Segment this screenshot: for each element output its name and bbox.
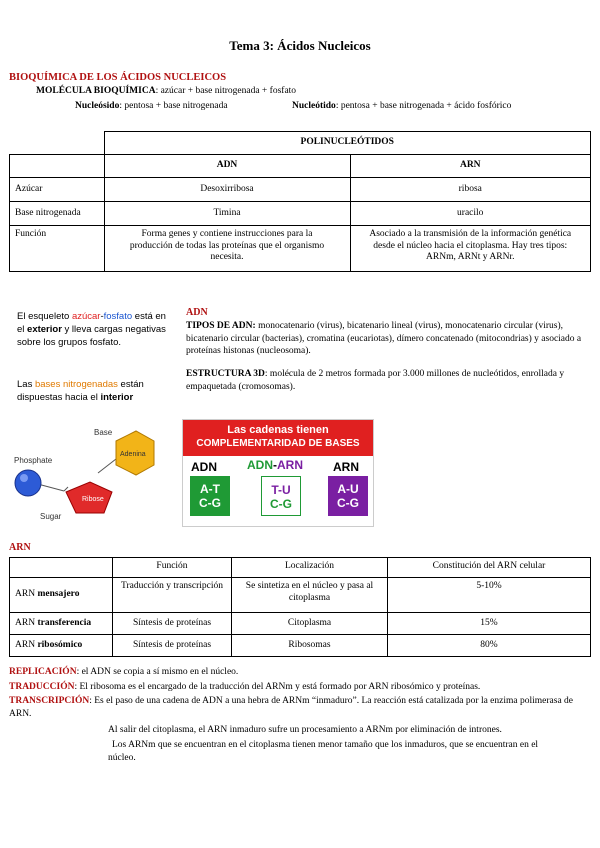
traduccion: TRADUCCIÓN: El ribosoma es el encargado de la traducción del ARNm y está formado por ARN ribosómico y proteínas. (9, 682, 481, 692)
table-row: ARN mensajero Traducción y transcripción Se sintetiza en el núcleo y pasa al citoplasma 5-10% (10, 578, 591, 613)
ribose-label: Ribose (82, 496, 104, 503)
replicacion: REPLICACIÓN: el ADN se copia a sí mismo en el núcleo. (9, 667, 239, 677)
poly-header: POLINUCLEÓTIDOS (104, 132, 591, 155)
sugar-label: Sugar (40, 512, 62, 521)
adn-estructura: ESTRUCTURA 3D: molécula de 2 metros formada por 3.000 millones de nucleótidos, enrollada y empaquetada (cromosomas). (186, 369, 565, 392)
complementarity-banner: Las cadenas tienen COMPLEMENTARIDAD DE BASES (183, 420, 373, 456)
poly-col-adn: ADN (104, 155, 350, 178)
nucleosido-line: Nucleósido: pentosa + base nitrogenada (75, 101, 228, 111)
table-row: Base nitrogenada Timina uracilo (10, 202, 591, 226)
table-row: ARN transferencia Síntesis de proteínas Citoplasma 15% (10, 613, 591, 635)
table-row: Azúcar Desoxirribosa ribosa (10, 178, 591, 202)
transcripcion: TRANSCRIPCIÓN: Es el paso de una cadena de ADN a una hebra de ARNm “inmaduro”. La reacción está catalizada por la enzima polimerasa de ARN. (9, 696, 573, 719)
col3-title: ARN (333, 460, 359, 474)
table-row: Función Forma genes y contiene instrucciones para la producción de todas las proteínas que el organismo necesita. Asociado a la transmisión de la información genética desde el núcleo hacia el citoplasma. Hay tres tipos: ARNm, ARNt y ARNr. (10, 226, 591, 272)
complementarity-panel (182, 419, 374, 527)
polynucleotides-table (9, 131, 591, 272)
note-2: Los ARNm que se encuentran en el citoplasma tienen menor tamaño que los inmaduros, que se encuentran en el núcleo. (108, 740, 539, 763)
col1-pairs: A-T C-G (190, 476, 230, 516)
phosphate-label: Phosphate (14, 456, 53, 465)
nucleotide-diagram (8, 425, 178, 525)
adn-tipos: TIPOS DE ADN: monocatenario (virus), bicatenario lineal (virus), monocatenario circular (virus), bicatenario circular (bacterias), cromatina (eucariotas), dímero concatenado (mitocondrias) y asociado a proteínas histonas (nucleosoma). (186, 321, 582, 356)
biochem-heading: BIOQUÍMICA DE LOS ÁCIDOS NUCLEICOS (9, 72, 227, 83)
col2-title: ADN-ARN (247, 458, 303, 472)
skeleton-note: El esqueleto azúcar-fosfato está en el exterior y lleva cargas negativas sobre los grupos fosfato. (17, 311, 166, 348)
phosphate-shape (15, 470, 41, 496)
adn-heading: ADN (186, 307, 208, 318)
col2-pairs: T-U C-G (261, 476, 301, 516)
note-1: Al salir del citoplasma, el ARN inmaduro sufre un procesamiento a ARNm por eliminación de intrones. (108, 725, 502, 735)
poly-col-arn: ARN (350, 155, 591, 178)
arn-table: Función Localización Constitución del ARN celular ARN mensajero Traducción y transcripción Se sintetiza en el núcleo y pasa al citoplasma 5-10% ARN transferencia Síntesis de proteínas Citoplasma 15% ARN ribosómico Síntesis de proteínas Ribosomas 80% (9, 557, 591, 657)
molecule-line: MOLÉCULA BIOQUÍMICA: azúcar + base nitrogenada + fosfato (36, 86, 297, 96)
col3-pairs: A-U C-G (328, 476, 368, 516)
arn-heading: ARN (9, 542, 31, 553)
bases-note: Las bases nitrogenadas están dispuestas hacia el interior (17, 379, 144, 403)
col1-title: ADN (191, 460, 217, 474)
adenina-label: Adenina (120, 451, 146, 458)
base-label: Base (94, 428, 113, 437)
page-title: Tema 3: Ácidos Nucleicos (229, 38, 371, 53)
nucleotido-line: Nucleótido: pentosa + base nitrogenada + ácido fosfórico (292, 101, 512, 111)
table-row: ARN ribosómico Síntesis de proteínas Ribosomas 80% (10, 635, 591, 657)
